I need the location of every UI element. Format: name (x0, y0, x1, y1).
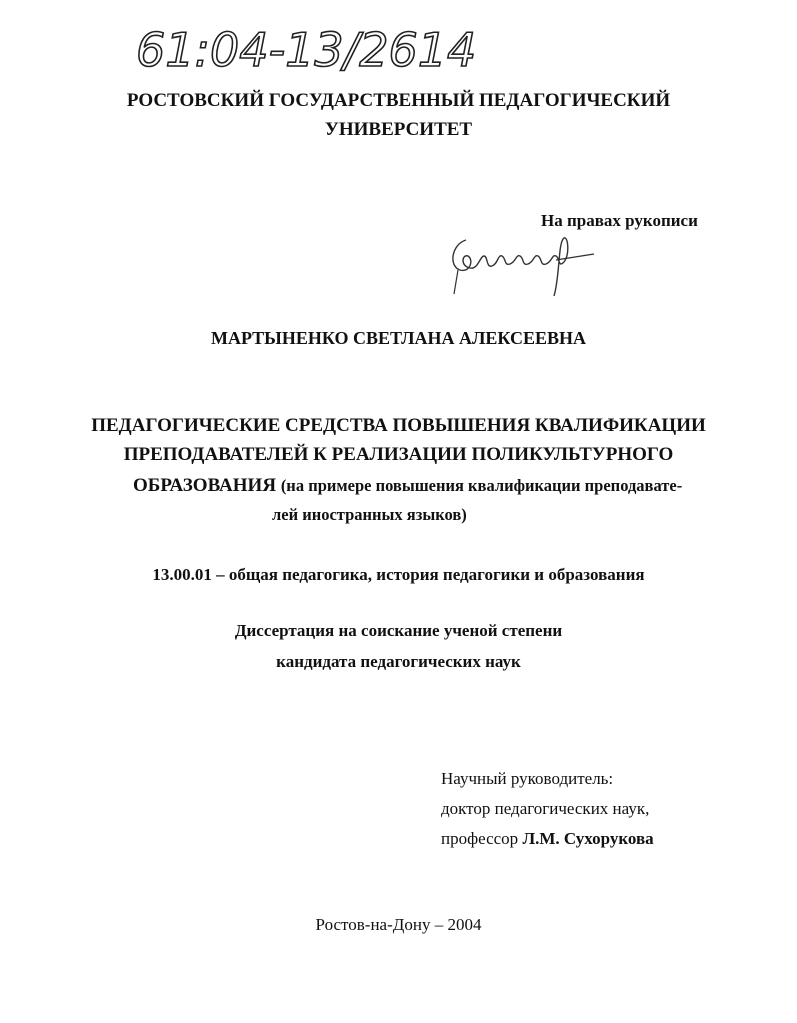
university-line-2: УНИВЕРСИТЕТ (324, 119, 473, 140)
title-line-3-main: ОБРАЗОВАНИЯ (133, 475, 277, 496)
university-line-1: РОСТОВСКИЙ ГОСУДАРСТВЕННЫЙ ПЕДАГОГИЧЕСКИЙ (126, 90, 671, 111)
dissertation-line-1: Диссертация на соискание ученой степени (234, 621, 563, 640)
manuscript-rights-label: На правах рукописи (541, 211, 698, 230)
supervisor-role: Научный руководитель: (441, 769, 614, 788)
archive-number-text: 61:04-13/2614 (136, 23, 477, 77)
supervisor-title-line (441, 829, 654, 849)
city-year: Ростов-на-Дону – 2004 (315, 915, 482, 934)
title-line-4: лей иностранных языков) (272, 505, 467, 524)
dissertation-line-2: кандидата педагогических наук (276, 652, 521, 671)
supervisor-name: Л.М. Сухорукова (522, 829, 654, 848)
supervisor-title: профессор (441, 829, 519, 848)
title-line-3-sub: (на примере повышения квалификации преподавате- (280, 476, 683, 495)
title-line-1: ПЕДАГОГИЧЕСКИЕ СРЕДСТВА ПОВЫШЕНИЯ КВАЛИФИКАЦИИ (91, 415, 706, 436)
title-line-2: ПРЕПОДАВАТЕЛЕЙ К РЕАЛИЗАЦИИ ПОЛИКУЛЬТУРНОГО (123, 444, 674, 465)
specialty-code: 13.00.01 – общая педагогика, история педагогики и образования (152, 565, 645, 584)
title-line-3 (133, 475, 733, 497)
supervisor-degree: доктор педагогических наук, (441, 799, 650, 818)
author-name: МАРТЫНЕНКО СВЕТЛАНА АЛЕКСЕЕВНА (210, 328, 587, 348)
author-signature (444, 226, 604, 298)
handwritten-archive-number (96, 14, 566, 84)
